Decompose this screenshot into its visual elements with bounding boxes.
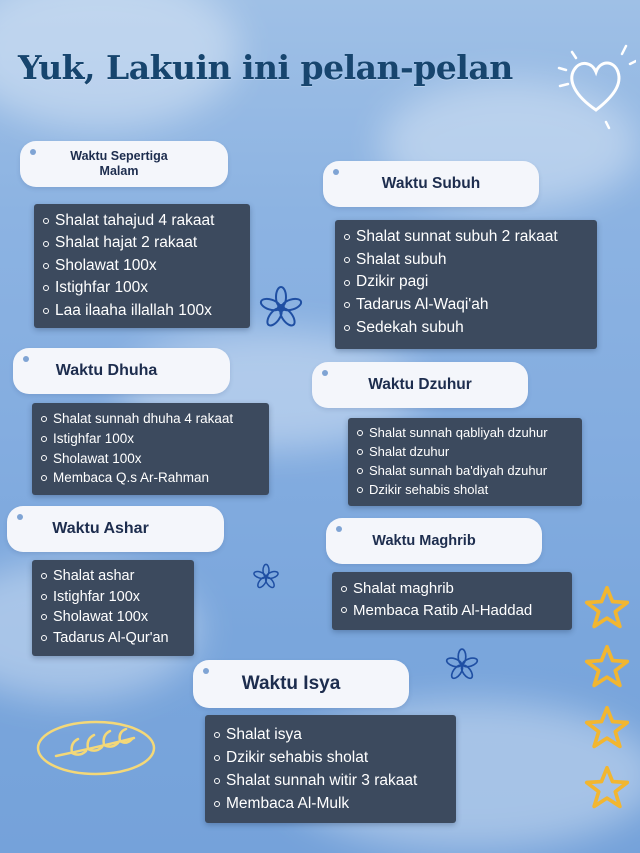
list-item: Istighfar 100x xyxy=(40,587,186,608)
flower-doodle-icon xyxy=(443,645,481,685)
list-item: Membaca Q.s Ar-Rahman xyxy=(40,468,261,488)
list-item: Istighfar 100x xyxy=(40,429,261,449)
pill-waktu-subuh xyxy=(323,161,539,207)
list-item: Shalat dzuhur xyxy=(356,442,574,461)
list-item: Sedekah subuh xyxy=(343,317,589,340)
list-item: Shalat sunnah witir 3 rakaat xyxy=(213,769,448,792)
pill-label: Waktu Dzuhur xyxy=(368,376,472,393)
list-item: Sholawat 100x xyxy=(42,255,242,277)
list-item: Tadarus Al-Qur'an xyxy=(40,628,186,649)
pill-dot xyxy=(30,149,36,155)
list-item: Laa ilaaha illallah 100x xyxy=(42,300,242,322)
list-item: Dzikir sehabis sholat xyxy=(356,480,574,499)
flower-doodle-icon xyxy=(256,280,306,336)
list-item: Shalat sunnah qabliyah dzuhur xyxy=(356,423,574,442)
list-item: Shalat sunnat subuh 2 rakaat xyxy=(343,226,589,249)
list-item: Shalat sunnah dhuha 4 rakaat xyxy=(40,409,261,429)
list-box-sepertiga-malam xyxy=(34,204,250,328)
list-box-dzuhur xyxy=(348,418,582,506)
star-icon xyxy=(584,585,630,631)
list-item: Sholawat 100x xyxy=(40,449,261,469)
list-item: Shalat sunnah ba'diyah dzuhur xyxy=(356,461,574,480)
list-item: Tadarus Al-Waqi'ah xyxy=(343,294,589,317)
pill-label: Waktu Isya xyxy=(241,673,341,694)
pill-dot xyxy=(17,514,23,520)
pill-waktu-sepertiga-malam xyxy=(20,141,228,187)
list-box-subuh xyxy=(335,220,597,349)
list-item: Shalat tahajud 4 rakaat xyxy=(42,210,242,232)
list-box-ashar xyxy=(32,560,194,656)
pill-label: Waktu Subuh xyxy=(381,175,481,192)
pill-dot xyxy=(23,356,29,362)
star-icon xyxy=(584,644,630,690)
list-item: Sholawat 100x xyxy=(40,607,186,628)
flower-doodle-icon xyxy=(251,561,281,593)
list-item: Membaca Al-Mulk xyxy=(213,792,448,815)
list-item: Shalat subuh xyxy=(343,249,589,272)
star-icon xyxy=(584,765,630,811)
list-item: Shalat ashar xyxy=(40,566,186,587)
pill-waktu-isya xyxy=(193,660,409,708)
pill-label: Waktu Dhuha xyxy=(55,362,158,379)
pill-label: Waktu Maghrib xyxy=(372,533,476,549)
pill-dot xyxy=(333,169,339,175)
heart-doodle-icon xyxy=(556,40,636,130)
list-box-isya xyxy=(205,715,456,823)
star-icon xyxy=(584,705,630,751)
pill-waktu-maghrib xyxy=(326,518,542,564)
pill-dot xyxy=(203,668,209,674)
list-item: Dzikir sehabis sholat xyxy=(213,746,448,769)
pill-dot xyxy=(336,526,342,532)
list-box-dhuha xyxy=(32,403,269,495)
leaf-branch-icon xyxy=(34,718,158,778)
page-title: Yuk, Lakuin ini pelan-pelan xyxy=(18,48,513,87)
pill-waktu-ashar xyxy=(7,506,224,552)
pill-waktu-dhuha xyxy=(13,348,230,394)
pill-label: Waktu Ashar xyxy=(52,520,149,537)
list-item: Shalat maghrib xyxy=(340,578,564,600)
list-item: Dzikir pagi xyxy=(343,271,589,294)
pill-label: Waktu Sepertiga Malam xyxy=(70,149,168,178)
list-item: Membaca Ratib Al-Haddad xyxy=(340,600,564,622)
list-item: Istighfar 100x xyxy=(42,277,242,299)
list-item: Shalat hajat 2 rakaat xyxy=(42,232,242,254)
pill-waktu-dzuhur xyxy=(312,362,528,408)
pill-dot xyxy=(322,370,328,376)
list-item: Shalat isya xyxy=(213,723,448,746)
list-box-maghrib xyxy=(332,572,572,630)
